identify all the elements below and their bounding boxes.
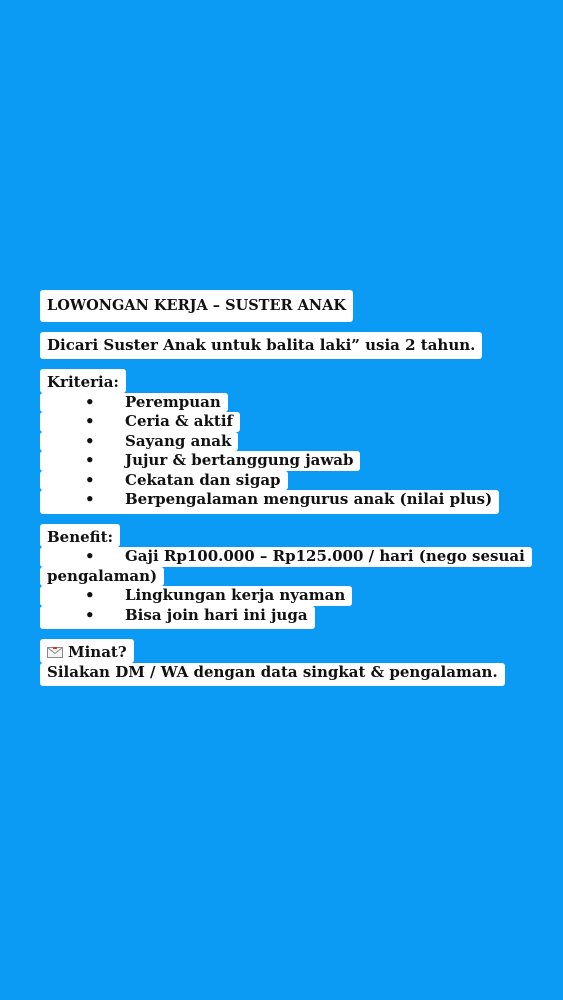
kriteria-item: • Cekatan dan sigap [40,471,288,491]
contact-block [40,639,530,686]
envelope-icon [47,647,63,658]
bullet-icon: • [85,392,95,411]
kriteria-heading: Kriteria: [40,369,126,393]
bullet-icon: • [85,470,95,489]
bullet-icon: • [85,431,95,450]
bullet-icon: • [85,490,95,508]
kriteria-item: • Perempuan [40,393,228,413]
intro-text: Dicari Suster Anak untuk balita laki” usia 2 tahun. [40,332,482,360]
bullet-icon: • [85,451,95,469]
story-text-overlay [40,290,530,696]
kriteria-item: • Berpengalaman mengurus anak (nilai plus) [40,490,499,514]
bullet-icon: • [85,605,95,624]
kriteria-item: • Jujur & bertanggung jawab [40,451,360,471]
benefit-block [40,524,530,630]
contact-text: Silakan DM / WA dengan data singkat & pengalaman. [40,663,505,687]
bullet-icon: • [85,586,95,604]
benefit-item-salary-continued: pengalaman) [40,567,164,587]
benefit-item: • Bisa join hari ini juga [40,606,315,630]
benefit-heading: Benefit: [40,524,120,548]
intro-block [40,332,530,360]
benefit-item: • Lingkungan kerja nyaman [40,586,352,606]
bullet-icon: • [85,547,95,565]
kriteria-item: • Sayang anak [40,432,238,452]
title-block [40,290,530,322]
job-title: LOWONGAN KERJA – SUSTER ANAK [40,290,353,322]
kriteria-item: • Ceria & aktif [40,412,240,432]
kriteria-block [40,369,530,514]
benefit-item-salary: • Gaji Rp100.000 – Rp125.000 / hari (nego sesuai [40,547,532,567]
bullet-icon: • [85,412,95,430]
contact-heading: Minat? [40,639,134,663]
